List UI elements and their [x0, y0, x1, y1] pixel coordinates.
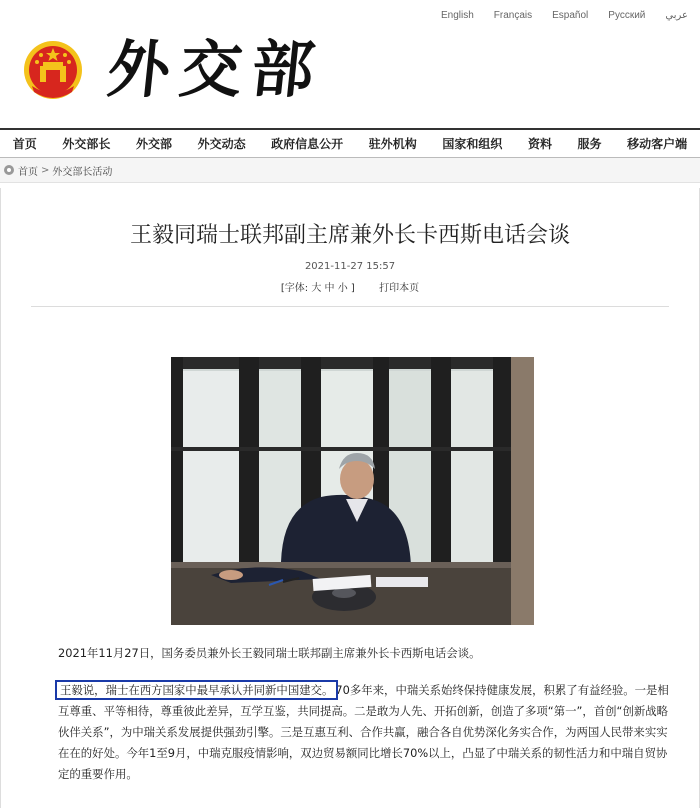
nav-home[interactable]: 首页 [12, 137, 37, 151]
font-size-prefix: [字体: [280, 283, 309, 294]
lang-english[interactable]: English [440, 10, 474, 21]
breadcrumb-section[interactable]: 外交部长活动 [52, 166, 113, 178]
article-paragraph-2-body: 70多年来，中瑞关系始终保持健康发展，积累了有益经验。一是相互尊重、平等相待，尊重彼此差异，互学互鉴，共同提高。二是敢为人先、开拓创新，创造了多项“第一”，首创“创新战略伙伴关系”，为中瑞关系发展提供强劲引擎。三是互惠互利、合作共赢，融合各自优势深化务实合作，为两国人民带来实实在在的好处。今年1至9月，中瑞克服疫情影响，双边贸易额同比增长70%以上，凸显了中瑞关系的韧性活力和中瑞自贸协定的重要作用。 [58, 683, 669, 781]
ministry-wordmark-logo[interactable]: 外交部 [104, 33, 328, 106]
nav-countries-orgs[interactable]: 国家和组织 [442, 137, 503, 151]
nav-gov-info[interactable]: 政府信息公开 [271, 137, 344, 151]
nav-ministry[interactable]: 外交部 [135, 137, 172, 151]
lang-arabic[interactable]: عربي [665, 10, 688, 21]
lang-spanish[interactable]: Español [552, 10, 589, 21]
article-tools [1, 279, 699, 294]
nav-diplomatic-news[interactable]: 外交动态 [197, 137, 246, 151]
article-paragraph-1: 2021年11月27日，国务委员兼外长王毅同瑞士联邦副主席兼外长卡西斯电话会谈。 [58, 646, 481, 660]
language-bar [441, 10, 688, 21]
font-size-suffix: ] [350, 283, 355, 294]
nav-resources[interactable]: 资料 [527, 137, 552, 151]
title-divider [31, 306, 669, 307]
article-container [0, 188, 700, 808]
print-page-button[interactable]: 打印本页 [379, 283, 420, 294]
article-datetime: 2021-11-27 15:57 [304, 261, 396, 272]
nav-foreign-minister[interactable]: 外交部长 [62, 137, 111, 151]
font-small-button[interactable]: 小 [337, 283, 348, 294]
article-title: 王毅同瑞士联邦副主席兼外长卡西斯电话会谈 [129, 223, 570, 248]
nav-missions-abroad[interactable]: 驻外机构 [368, 137, 417, 151]
nav-mobile-client[interactable]: 移动客户端 [627, 137, 688, 151]
lang-french[interactable]: Français [493, 10, 533, 21]
national-emblem-icon[interactable] [22, 40, 84, 102]
breadcrumb [0, 158, 700, 183]
breadcrumb-home[interactable]: 首页 [18, 166, 38, 178]
home-icon [4, 165, 14, 175]
article-paragraph-2 [58, 680, 678, 785]
breadcrumb-separator: > [41, 164, 50, 176]
lang-russian[interactable]: Русский [608, 10, 646, 21]
font-medium-button[interactable]: 中 [324, 283, 335, 294]
font-large-button[interactable]: 大 [311, 283, 322, 294]
main-navigation [0, 128, 700, 158]
highlighted-sentence: 王毅说，瑞士在西方国家中最早承认并同新中国建交。 [60, 683, 334, 697]
nav-services[interactable]: 服务 [577, 137, 602, 151]
article-photo [171, 357, 534, 625]
